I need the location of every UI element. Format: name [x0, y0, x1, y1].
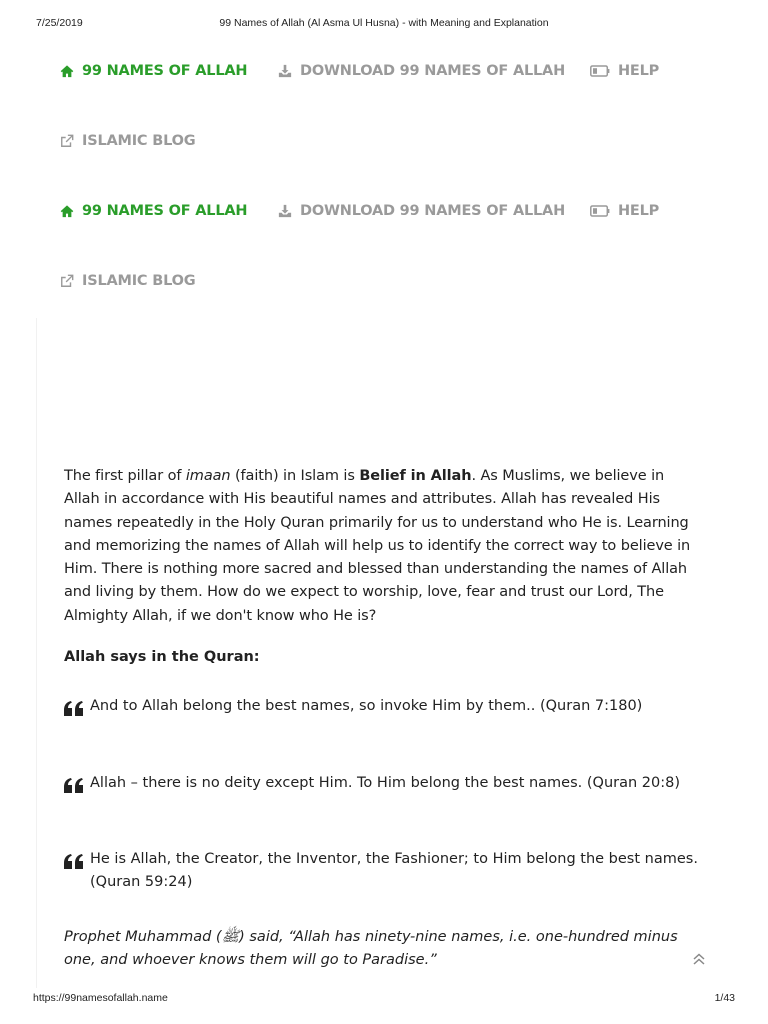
quote-icon [64, 854, 83, 869]
nav-download-link[interactable] [278, 63, 565, 79]
nav-blog-label: ISLAMIC BLOG [82, 273, 196, 289]
nav-blog-label: ISLAMIC BLOG [82, 133, 196, 149]
nav-home-link[interactable] [60, 203, 247, 219]
intro-part3: . As Muslims, we believe in Allah in accordance with His beautiful names and attributes. Allah has revealed His names repeatedly in the Holy Quran primarily for us to understand who He is. Learning and memorizing the names of Allah will help us to identify the correct way to believe in Him. There is nothing more sacred and blessed than understanding the names of Allah and living by them. How do we expect to worship, love, fear and trust our Lord, The Almighty Allah, if we don't know who He is? [64, 468, 691, 624]
nav-blog-link[interactable] [60, 133, 195, 149]
quran-quote [64, 695, 704, 718]
nav-help-label: HELP [618, 63, 660, 79]
scroll-top-button[interactable] [690, 950, 708, 968]
external-link-icon [60, 134, 74, 148]
nav-download-link[interactable] [278, 203, 565, 219]
intro-part2: (faith) in Islam is [230, 468, 360, 484]
quran-quote [64, 848, 704, 895]
quote-text: Allah – there is no deity except Him. To Him belong the best names. (Quran 20:8) [90, 775, 681, 791]
double-chevron-up-icon [692, 952, 706, 966]
external-link-icon [60, 274, 74, 288]
imaan-term: imaan [185, 468, 231, 484]
intro-text [64, 465, 704, 628]
nav-blog-link[interactable] [60, 273, 195, 289]
nav-help-label: HELP [618, 203, 660, 219]
print-page-number: 1/43 [714, 992, 735, 1004]
print-date: 7/25/2019 [36, 17, 83, 29]
download-icon [278, 204, 292, 218]
nav-home-link[interactable] [60, 63, 247, 79]
intro-paragraph [64, 465, 704, 628]
intro-part1: The first pillar of [64, 468, 186, 484]
nav-home-label: 99 NAMES OF ALLAH [82, 203, 248, 219]
battery-icon [590, 65, 610, 77]
nav-help-link[interactable] [590, 203, 659, 219]
quran-heading: Allah says in the Quran: [64, 649, 260, 665]
quote-text: He is Allah, the Creator, the Inventor, the Fashioner; to Him belong the best names. (Quran 59:24) [90, 851, 698, 891]
battery-icon [590, 205, 610, 217]
nav-download-label: DOWNLOAD 99 NAMES OF ALLAH [300, 203, 566, 219]
nav-help-link[interactable] [590, 63, 659, 79]
quote-text: And to Allah belong the best names, so invoke Him by them.. (Quran 7:180) [90, 698, 643, 714]
nav-home-label: 99 NAMES OF ALLAH [82, 63, 248, 79]
hadith-text: Prophet Muhammad (ﷺ) said, “Allah has ninety-nine names, i.e. one-hundred minus one, and whoever knows them will go to Paradise.” [64, 929, 678, 969]
download-icon [278, 64, 292, 78]
secondary-nav [60, 195, 740, 445]
print-url: https://99namesofallah.name [33, 992, 168, 1004]
home-icon [60, 64, 74, 78]
print-title: 99 Names of Allah (Al Asma Ul Husna) - with Meaning and Explanation [219, 17, 549, 29]
quran-quote [64, 772, 704, 795]
content-left-border [36, 318, 37, 988]
print-header [36, 17, 732, 31]
quote-icon [64, 701, 83, 716]
home-icon [60, 204, 74, 218]
nav-download-label: DOWNLOAD 99 NAMES OF ALLAH [300, 63, 566, 79]
quote-icon [64, 778, 83, 793]
print-footer [33, 992, 735, 1006]
belief-term: Belief in Allah [359, 468, 472, 484]
